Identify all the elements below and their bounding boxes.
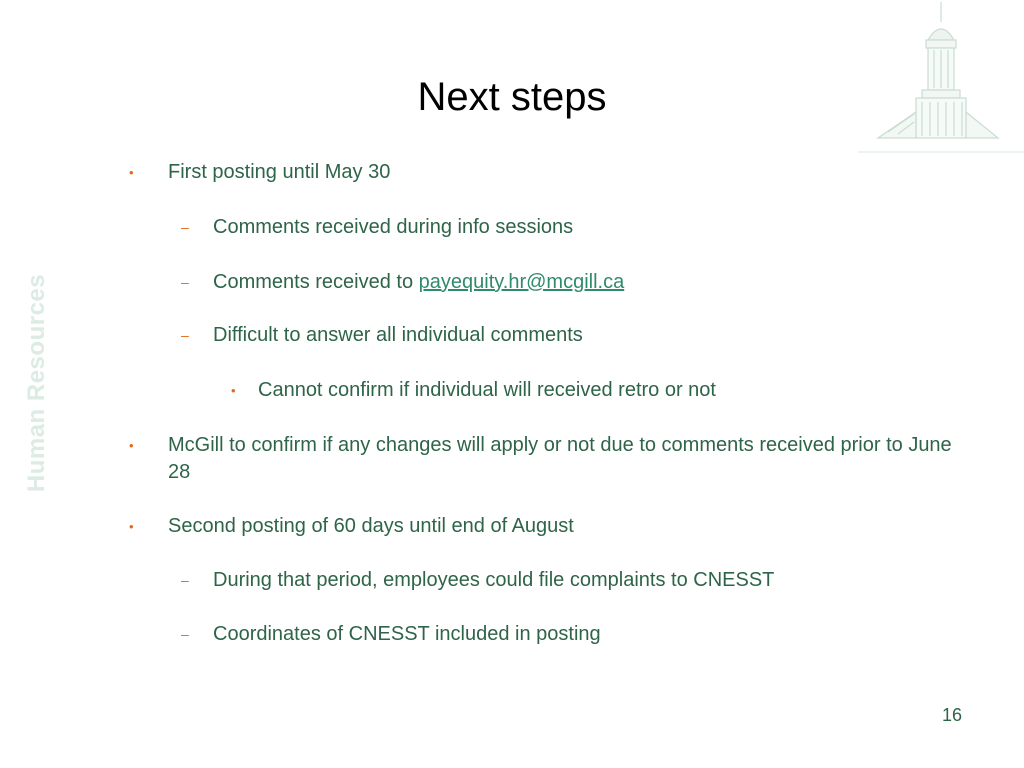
bullet-dot: •: [129, 165, 134, 180]
email-link[interactable]: payequity.hr@mcgill.ca: [418, 271, 625, 293]
bullet-dot: •: [129, 438, 134, 453]
bullet-text: During that period, employees could file complaints to CNESST: [213, 569, 775, 591]
slide-title: Next steps: [417, 75, 607, 119]
bullet-text: Difficult to answer all individual comments: [213, 324, 583, 346]
bullet-text: First posting until May 30: [168, 161, 391, 183]
bullet-dot: •: [129, 519, 134, 534]
bullet-text: [213, 269, 624, 296]
bullet-text: Cannot confirm if individual will received retro or not: [258, 379, 716, 401]
bullet-text: Coordinates of CNESST included in posting: [213, 623, 601, 645]
bullet-dash: –: [181, 219, 189, 235]
bullet-text: Second posting of 60 days until end of August: [168, 515, 574, 537]
bullet-dash: –: [181, 626, 189, 642]
bullet-text-prefix: Comments received to: [213, 271, 419, 293]
bullet-dash: –: [181, 274, 189, 290]
mcgill-building-logo: [858, 0, 1024, 156]
bullet-dash: –: [181, 327, 189, 343]
bullet-dash: –: [181, 572, 189, 588]
page-number: 16: [941, 705, 962, 725]
side-label-watermark: Human Resources: [23, 273, 50, 493]
bullet-dot: •: [231, 383, 236, 398]
bullet-text: Comments received during info sessions: [213, 216, 574, 238]
bullet-text: McGill to confirm if any changes will apply or not due to comments received prior to June 28: [168, 434, 952, 483]
